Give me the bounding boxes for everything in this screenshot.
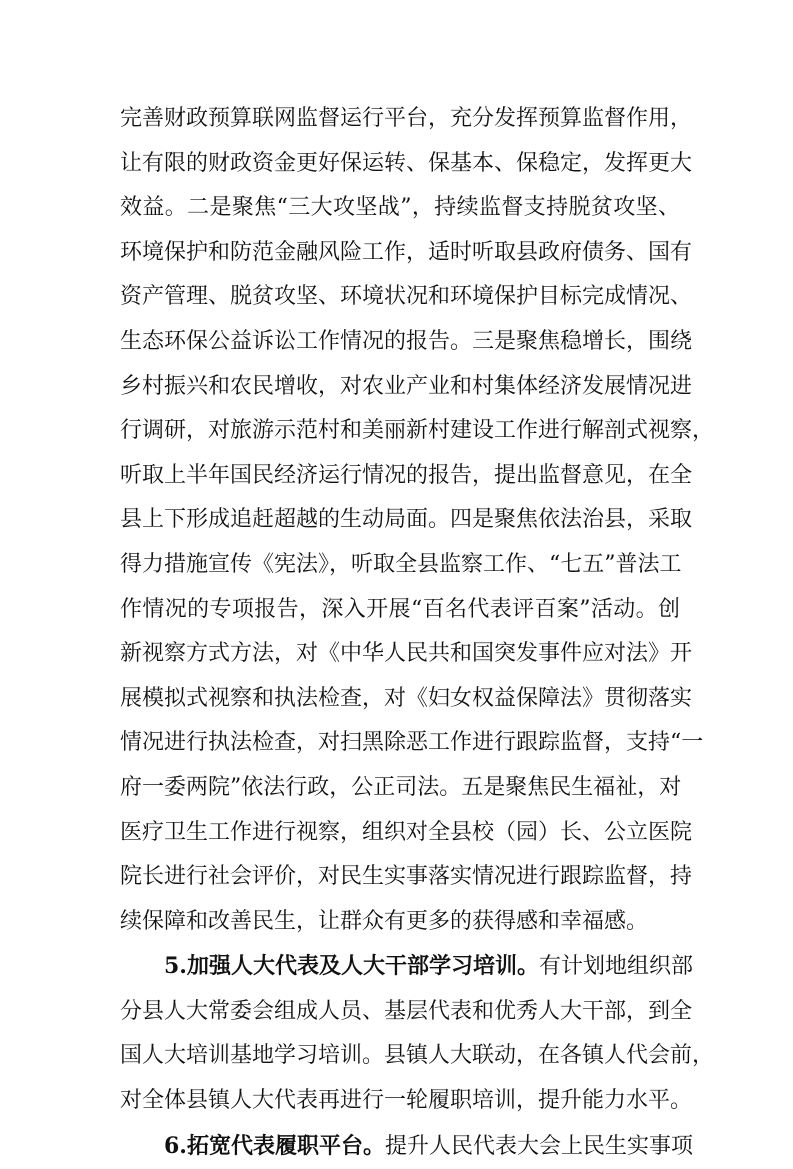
section-5-first-line-text: 有计划地组织部	[538, 954, 693, 980]
text-line: 作情况的专项报告，深入开展“百名代表评百案”活动。创	[120, 596, 680, 622]
text-line: 乡村振兴和农民增收，对农业产业和村集体经济发展情况进	[120, 373, 693, 399]
text-line: 环境保护和防范金融风险工作，适时听取县政府债务、国有	[120, 239, 693, 265]
text-line: 续保障和改善民生，让群众有更多的获得感和幸福感。	[120, 908, 649, 934]
text-line: 情况进行执法检查，对扫黑除恶工作进行跟踪监督，支持“一	[120, 730, 704, 756]
text-line: 新视察方式方法，对《中华人民共和国突发事件应对法》开	[120, 641, 693, 667]
text-line: 国人大培训基地学习培训。县镇人大联动，在各镇人代会前，	[120, 1043, 715, 1069]
section-5-first-line	[120, 944, 693, 990]
text-line: 府一委两院”依法行政，公正司法。五是聚焦民生福祉，对	[120, 774, 682, 800]
text-line: 对全体县镇人大代表再进行一轮履职培训，提升能力水平。	[120, 1088, 693, 1114]
text-line: 听取上半年国民经济运行情况的报告，提出监督意见，在全	[120, 462, 693, 488]
text-line: 资产管理、脱贫攻坚、环境状况和环境保护目标完成情况、	[120, 284, 693, 310]
section-6-heading: 6.拓宽代表履职平台。	[164, 1132, 385, 1159]
section-5-heading: 5.加强人大代表及人大干部学习培训。	[164, 953, 539, 980]
section-5-training	[120, 944, 715, 1123]
text-line: 医疗卫生工作进行视察，组织对全县校（园）长、公立医院	[120, 819, 693, 845]
text-line: 效益。二是聚焦“三大攻坚战”，持续监督支持脱贫攻坚、	[120, 195, 680, 221]
text-line: 分县人大常委会组成人员、基层代表和优秀人大干部，到全	[120, 998, 693, 1024]
paragraph-budget-supervision	[120, 97, 715, 944]
section-6-first-line-text: 提升人民代表大会上民生实事项	[384, 1133, 693, 1159]
text-line: 展模拟式视察和执法检查，对《妇女权益保障法》贯彻落实	[120, 685, 693, 711]
text-line: 完善财政预算联网监督运行平台，充分发挥预算监督作用，	[120, 106, 693, 131]
section-6-first-line	[120, 1124, 693, 1169]
text-line: 生态环保公益诉讼工作情况的报告。三是聚焦稳增长，围绕	[120, 328, 693, 354]
section-6-platform	[120, 1124, 693, 1169]
document-body	[120, 97, 715, 1169]
text-line: 得力措施宣传《宪法》，听取全县监察工作、“七五”普法工	[120, 551, 682, 577]
text-line: 院长进行社会评价，对民生实事落实情况进行跟踪监督，持	[120, 864, 693, 890]
text-line: 行调研，对旅游示范村和美丽新村建设工作进行解剖式视察，	[120, 418, 715, 444]
text-line: 让有限的财政资金更好保运转、保基本、保稳定，发挥更大	[120, 150, 693, 176]
text-line: 县上下形成追赶超越的生动局面。四是聚焦依法治县，采取	[120, 507, 693, 533]
